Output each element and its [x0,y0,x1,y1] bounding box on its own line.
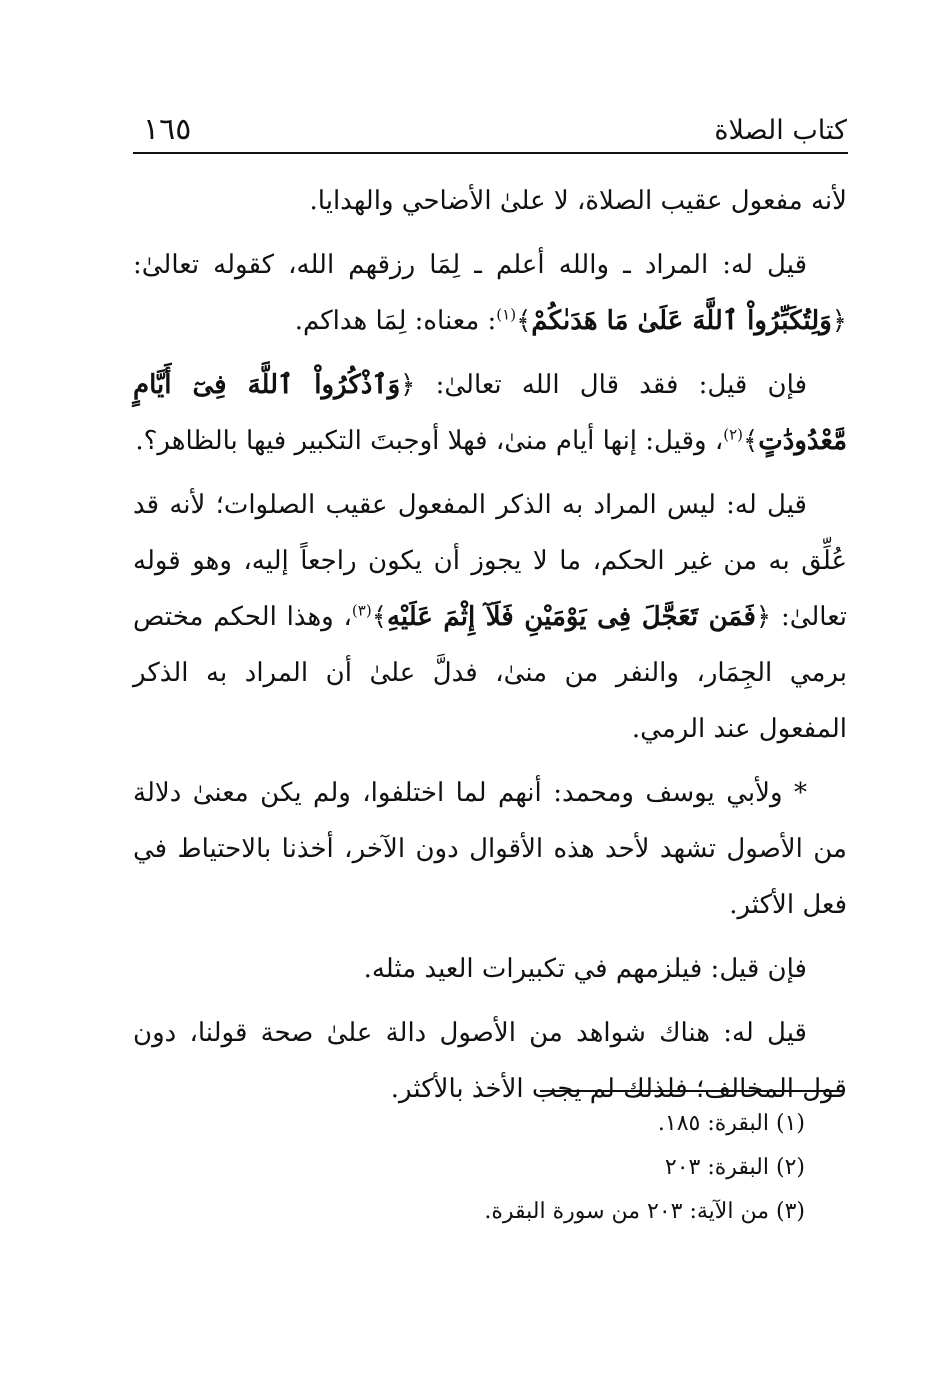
page-header [133,108,847,152]
paragraph-6: فإن قيل: فيلزمهم في تكبيرات العيد مثله. [363,954,807,984]
paragraph-2-text-a: قيل له: المراد ـ والله أعلم ـ لِمَا رزقهم الله، كقوله تعالىٰ: [133,250,807,280]
quran-verse-2: وَٱذْكُرُواْ ٱللَّهَ فِىٓ أَيَّامٍ مَّعْدُودَٰتٍ [133,370,847,456]
footnote-ref-3: (٣) [351,601,372,620]
paragraph-7: قيل له: هناك شواهد من الأصول دالة علىٰ صحة قولنا، دون قول المخالف؛ فلذلك لم يجب الأخذ بالأكثر. [133,1018,847,1104]
running-title: كتاب الصلاة [714,115,847,146]
paragraph-4 [133,477,847,757]
quran-close-bracket: ﴾ [516,306,532,336]
paragraph-4-text-a: قيل له: ليس المراد به الذكر المفعول عقيب الصلوات؛ لأنه قد عُلِّق به من غير الحكم، ما لا يجوز أن يكون راجعاً إليه، وهو قوله تعالىٰ: [133,490,848,632]
footnote-3: (٣) من الآية: ٢٠٣ من سورة البقرة. [484,1199,805,1224]
footnote-ref-1: (١) [496,305,517,324]
quran-open-bracket: ﴿ [831,306,847,336]
paragraph-4-text-b: ، وهذا الحكم مختص برمي الجِمَار، والنفر من منىٰ، فدلَّ علىٰ أن المراد به الذكر المفعول عند الرمي. [133,602,847,744]
paragraph-5: * ولأبي يوسف ومحمد: أنهم لما اختلفوا، ولم يكن معنىٰ دلالة من الأصول تشهد لأحد هذه الأقوال دون الآخر، أخذنا بالاحتياط في فعل الأكثر. [133,778,847,920]
quran-open-bracket: ﴿ [755,602,772,632]
footnote-1: (١) البقرة: ١٨٥. [657,1111,805,1136]
quran-verse-1: وَلِتُكَبِّرُواْ ٱللَّهَ عَلَىٰ مَا هَدَىٰكُمْ [531,306,832,336]
paragraph-2 [133,237,847,349]
header-rule [133,152,848,154]
paragraph-3-text-a: فإن قيل: فقد قال الله تعالىٰ: [435,370,808,400]
quran-verse-3: فَمَن تَعَجَّلَ فِى يَوْمَيْنِ فَلَآ إِثْمَ عَلَيْهِ [386,602,756,632]
footnote-ref-2: (٢) [723,425,744,444]
footnote-2: (٢) البقرة: ٢٠٣ [664,1155,805,1180]
main-text [133,173,847,1125]
quran-close-bracket: ﴾ [743,426,759,456]
footnote-rule [540,1090,844,1092]
paragraph-3 [133,357,847,469]
quran-open-bracket: ﴿ [400,370,416,400]
quran-close-bracket: ﴾ [371,602,387,632]
paragraph-3-text-b: ، وقيل: إنها أيام منىٰ، فهلا أوجبتَ التكبير فيها بالظاهر؟. [135,426,724,456]
page-number: ١٦٥ [143,112,192,147]
footnotes [380,1102,805,1234]
paragraph-1: لأنه مفعول عقيب الصلاة، لا علىٰ الأضاحي والهدايا. [309,186,847,216]
paragraph-2-text-b: : معناه: لِمَا هداكم. [294,306,497,336]
